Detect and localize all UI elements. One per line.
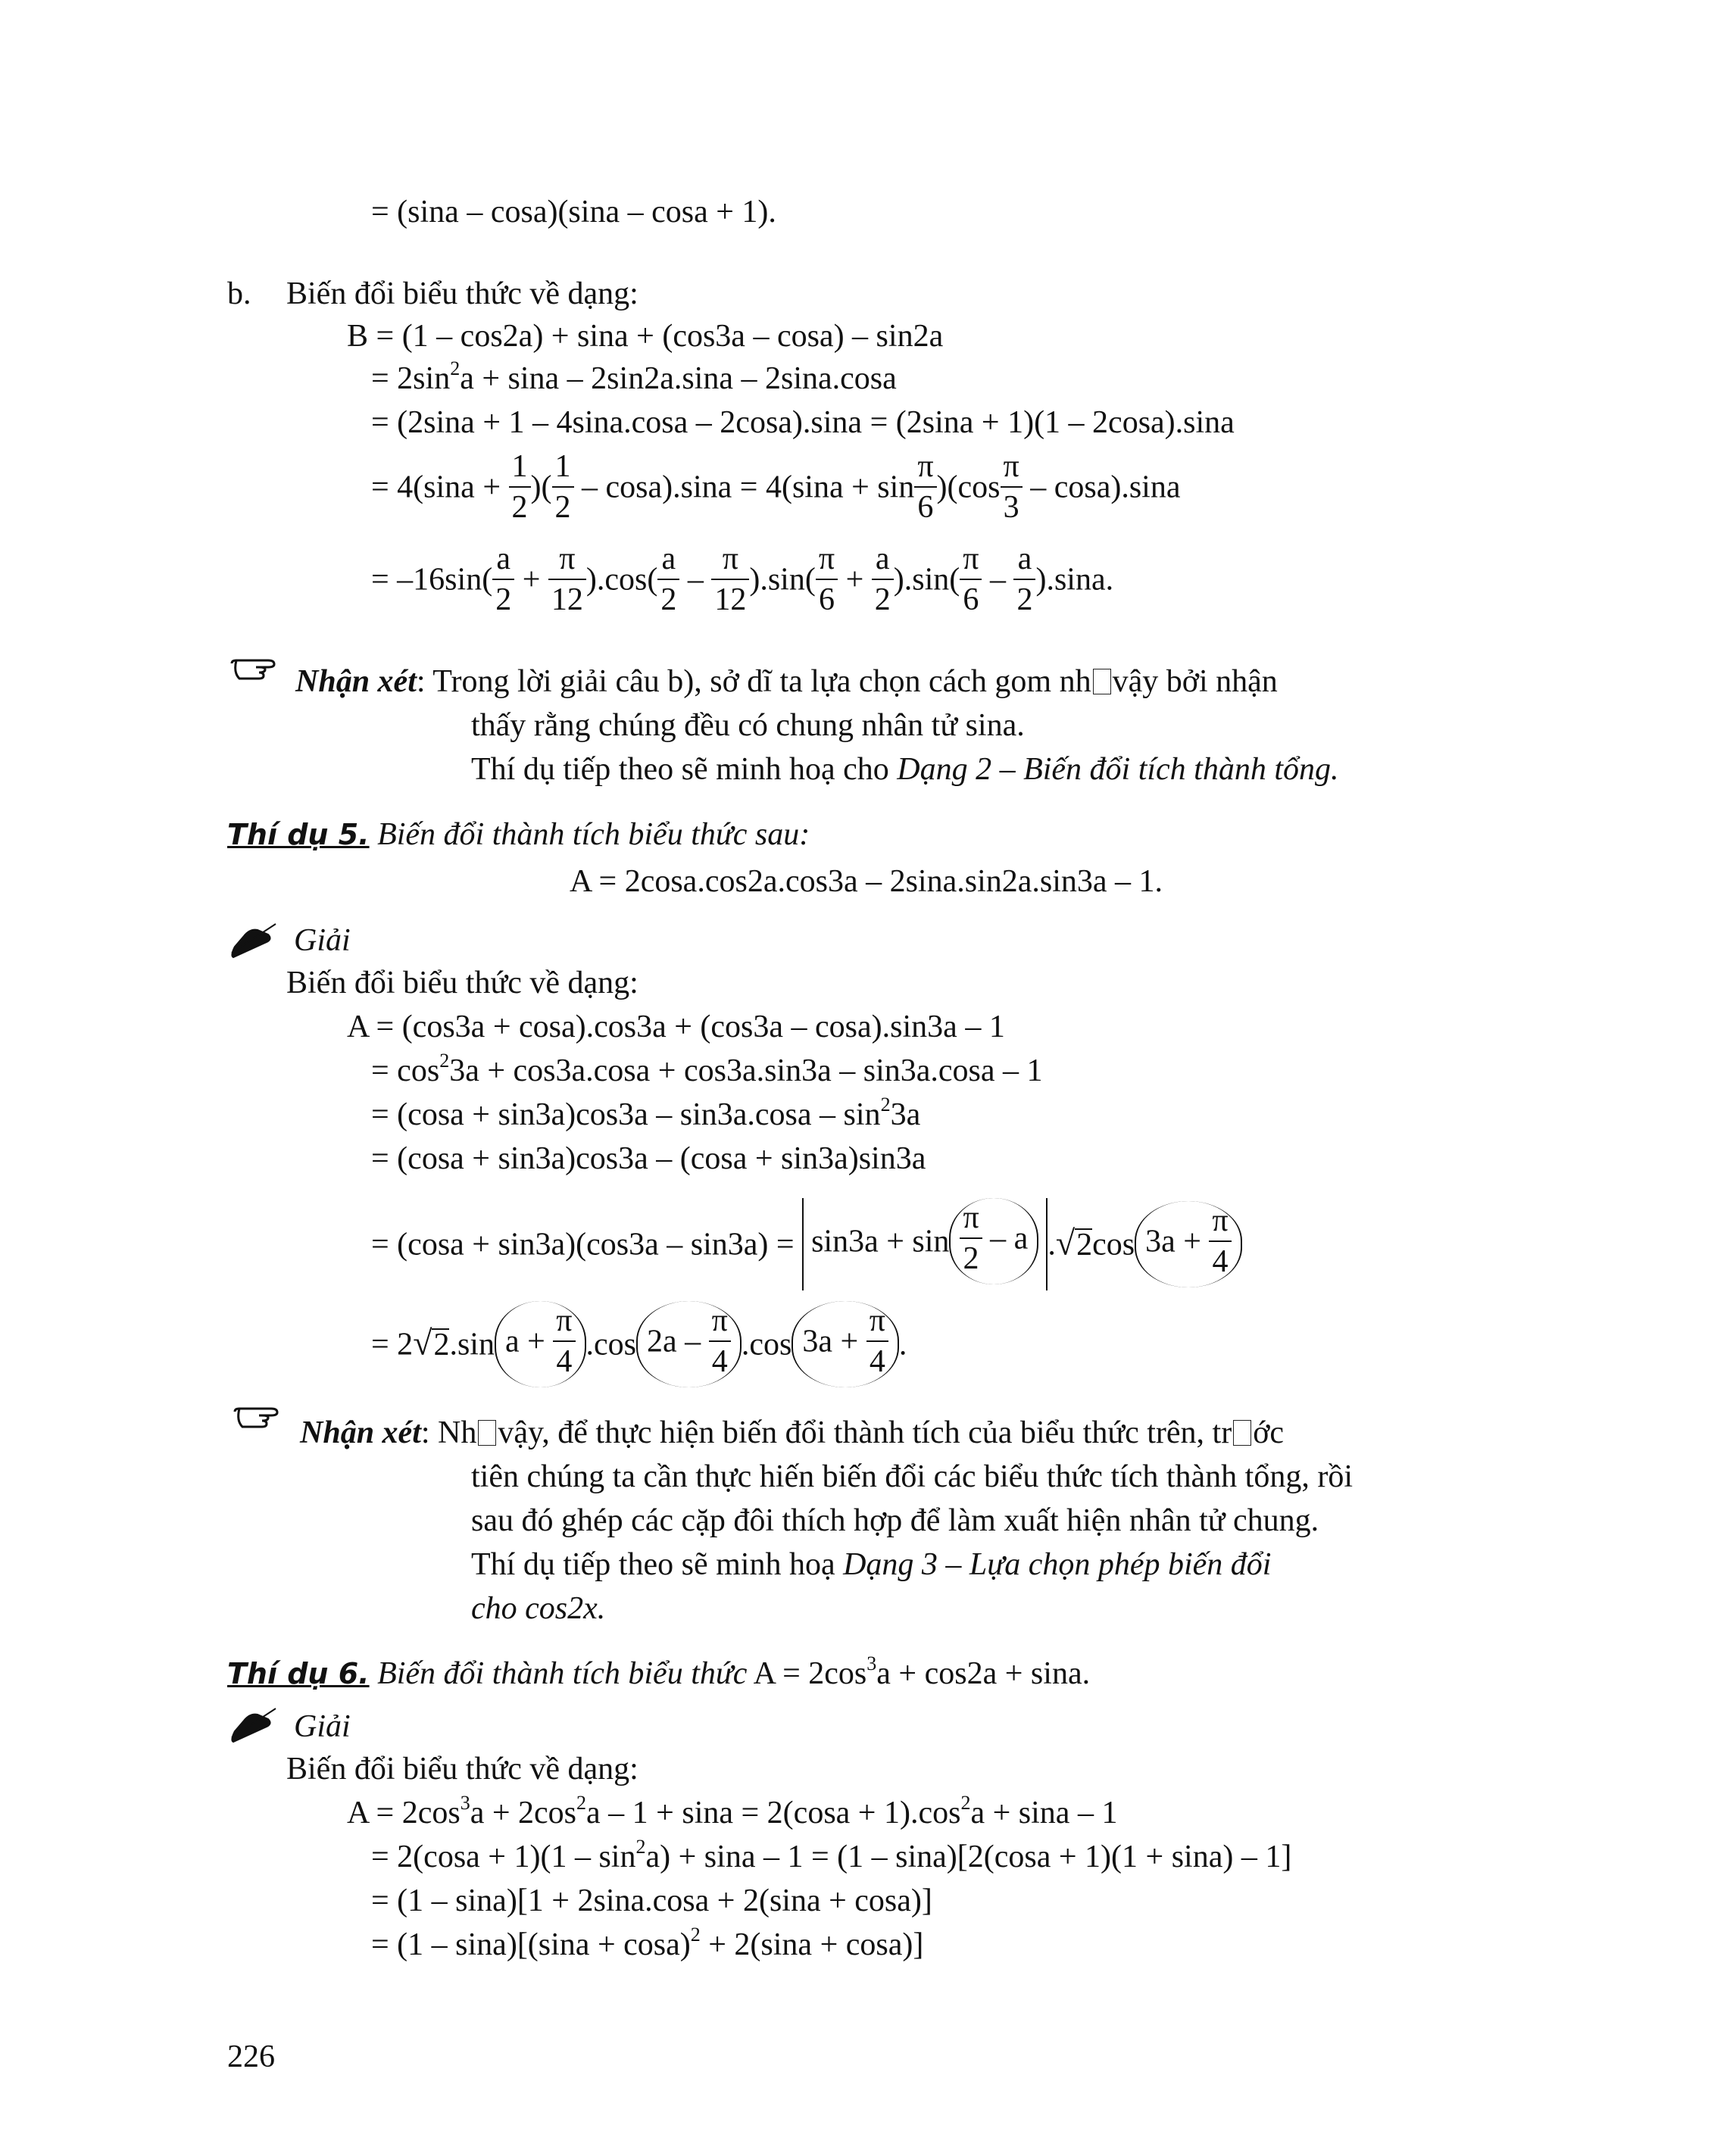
fraction-pi-four: $\frac{\pi}{4}$ bbox=[866, 1301, 888, 1381]
missing-glyph-icon bbox=[1093, 669, 1111, 694]
fraction-pi-four: $\frac{\pi}{4}$ bbox=[553, 1301, 575, 1381]
example-6-label: Thí dụ 6. bbox=[227, 1657, 370, 1690]
fraction-a-two: $\frac{a}{2}$ bbox=[1013, 539, 1035, 619]
fraction-pi-four: $\frac{\pi}{4}$ bbox=[1209, 1201, 1231, 1281]
example-6-solution-label: Giải bbox=[294, 1709, 351, 1744]
missing-glyph-icon bbox=[1233, 1420, 1251, 1446]
part-b-label: b. bbox=[227, 276, 251, 311]
remark-2-line-5: cho cos2x. bbox=[471, 1591, 606, 1626]
example-6-heading: Thí dụ 6. Biến đổi thành tích biểu thức $A = 2\cos^3a + \cos 2a + \sin a$. bbox=[227, 1652, 1091, 1691]
remark-2-line-4: Thí dụ tiếp theo sẽ minh hoạ Dạng 3 – Lựa chọn phép biến đổi bbox=[471, 1547, 1272, 1582]
eq-b-1: B = (1 – cos2a) + sina + (cos3a – cosa) – sin2a bbox=[347, 319, 944, 354]
fraction-a-two: $\frac{a}{2}$ bbox=[657, 539, 679, 619]
fraction-pi-six: $\frac{\pi}{6}$ bbox=[960, 539, 982, 619]
writing-hand-icon bbox=[227, 1704, 282, 1743]
fraction-pi-twelve: $\frac{\pi}{12}$ bbox=[711, 539, 749, 619]
fraction-one-half: $\frac{1}{2}$ bbox=[509, 447, 531, 527]
part-b-intro: Biến đổi biểu thức về dạng: bbox=[286, 276, 639, 311]
example-5-label: Thí dụ 5. bbox=[227, 818, 370, 851]
paren-group: 3a + $\frac{\pi}{4}$ bbox=[1135, 1201, 1242, 1287]
remark-2-label: Nhận xét bbox=[300, 1415, 421, 1450]
paren-group: 2a – $\frac{\pi}{4}$ bbox=[636, 1301, 742, 1387]
eq-b-5: = –16sin( $\frac{a}{2}$ + $\frac{\pi}{12}$ ).cos( $\frac{a}{2}$ – $\frac{\pi}{12}$ ).sin( $\frac{\pi}{6}$ + $\frac{a}{2}$ ).sin( $\frac{\pi}{6}$ – $\frac{a}{2}$ ).sina. bbox=[371, 542, 1113, 623]
remark-1-line-3: Thí dụ tiếp theo sẽ minh hoạ cho Dạng 2 – Biến đổi tích thành tổng. bbox=[471, 752, 1339, 787]
missing-glyph-icon bbox=[478, 1420, 496, 1446]
fraction-pi-two: $\frac{\pi}{2}$ bbox=[960, 1198, 982, 1278]
remark-2-line-3: sau đó ghép các cặp đôi thích hợp để làm xuất hiện nhân tử chung. bbox=[471, 1503, 1319, 1538]
eq-6-4: = $(1 - \sin a)[(\sin a + \cos a)^2 + 2(\sin a + \cos a)]$ bbox=[371, 1924, 924, 1962]
pointing-hand-icon bbox=[229, 657, 283, 683]
fraction-a-two: $\frac{a}{2}$ bbox=[492, 539, 514, 619]
example-5-expression: A = 2cosa.cos2a.cos3a – 2sina.sin2a.sin3a – 1. bbox=[570, 864, 1163, 899]
example-5-intro: Biến đổi biểu thức về dạng: bbox=[286, 966, 639, 1000]
eq-5-5: = (cosa + sin3a)(cos3a – sin3a) = sin3a + sin $\frac{\pi}{2}$ – a .√2cos 3a + $\frac{\pi}{4}$ bbox=[371, 1201, 1242, 1294]
eq-line-1: = (sina – cosa)(sina – cosa + 1). bbox=[371, 195, 776, 229]
remark-2-line-1: Nhận xét: Nh vậy, để thực hiện biến đổi thành tích của biểu thức trên, tr ớc bbox=[300, 1415, 1285, 1450]
example-5-heading: Thí dụ 5. Biến đổi thành tích biểu thức sau: bbox=[227, 817, 810, 852]
example-6-intro: Biến đổi biểu thức về dạng: bbox=[286, 1752, 639, 1787]
page-number: 226 bbox=[227, 2039, 275, 2074]
writing-hand-icon bbox=[227, 919, 282, 959]
eq-5-6: = 2√2.sin a + $\frac{\pi}{4}$ .cos 2a – $\frac{\pi}{4}$ .cos 3a + $\frac{\pi}{4}$ . bbox=[371, 1304, 907, 1390]
eq-5-1: A = (cos3a + cosa).cos3a + (cos3a – cosa).sin3a – 1 bbox=[347, 1010, 1005, 1044]
fraction-pi-twelve: $\frac{\pi}{12}$ bbox=[548, 539, 586, 619]
eq-6-1: $A = 2\cos^3a + 2\cos^2a - 1 + \sin a = 2(\cos a + 1).\cos^2a + \sin a - 1$ bbox=[347, 1792, 1118, 1830]
fraction-pi-three: $\frac{\pi}{3}$ bbox=[1001, 447, 1023, 527]
fraction-pi-six: $\frac{\pi}{6}$ bbox=[914, 447, 936, 527]
square-bracket-group: sin3a + sin $\frac{\pi}{2}$ – a bbox=[802, 1198, 1048, 1290]
paren-group: 3a + $\frac{\pi}{4}$ bbox=[792, 1301, 899, 1387]
eq-b-2: = $2\sin^2a + \sin a - 2\sin 2a.\sin a - 2\sin a.\cos a$ bbox=[371, 357, 897, 396]
pointing-hand-icon bbox=[232, 1406, 286, 1431]
fraction-a-two: $\frac{a}{2}$ bbox=[872, 539, 894, 619]
eq-b-4: = 4(sina + $\frac{1}{2}$ )( $\frac{1}{2}$ – cosa).sina = 4(sina + sin $\frac{\pi}{6}$ )(cos $\frac{\pi}{3}$ – cosa).sina bbox=[371, 450, 1181, 530]
paren-group: a + $\frac{\pi}{4}$ bbox=[495, 1301, 586, 1387]
eq-6-3: = (1 – sina)[1 + 2sina.cosa + 2(sina + cosa)] bbox=[371, 1883, 932, 1918]
fraction-one-half: $\frac{1}{2}$ bbox=[552, 447, 574, 527]
eq-5-3: = $(\cos a + \sin 3a)\cos 3a - \sin 3a.\cos a - \sin^23a$ bbox=[371, 1094, 921, 1132]
eq-6-2: = $2(\cos a + 1)(1 - \sin^2a) + \sin a - 1 = (1 - \sin a)[2(\cos a + 1)(1 + \sin a) - 1]$ bbox=[371, 1836, 1292, 1874]
example-5-solution-label: Giải bbox=[294, 923, 351, 958]
fraction-pi-six: $\frac{\pi}{6}$ bbox=[816, 539, 838, 619]
eq-5-2: = $\cos^23a + \cos 3a.\cos a + \cos 3a.\sin 3a - \sin 3a.\cos a - 1$ bbox=[371, 1050, 1043, 1088]
fraction-pi-four: $\frac{\pi}{4}$ bbox=[709, 1301, 731, 1381]
remark-1-line-2: thấy rằng chúng đều có chung nhân tử sina. bbox=[471, 708, 1025, 743]
remark-1-line-1: Nhận xét: Trong lời giải câu b), sở dĩ ta lựa chọn cách gom nh vậy bởi nhận bbox=[295, 664, 1278, 699]
remark-1-label: Nhận xét bbox=[295, 664, 417, 699]
eq-b-3: = (2sina + 1 – 4sina.cosa – 2cosa).sina = (2sina + 1)(1 – 2cosa).sina bbox=[371, 405, 1235, 440]
eq-5-4: = (cosa + sin3a)cos3a – (cosa + sin3a)sin3a bbox=[371, 1141, 926, 1176]
paren-group: $\frac{\pi}{2}$ – a bbox=[949, 1198, 1038, 1284]
remark-2-line-2: tiên chúng ta cần thực hiến biến đổi các biểu thức tích thành tổng, rồi bbox=[471, 1459, 1354, 1494]
